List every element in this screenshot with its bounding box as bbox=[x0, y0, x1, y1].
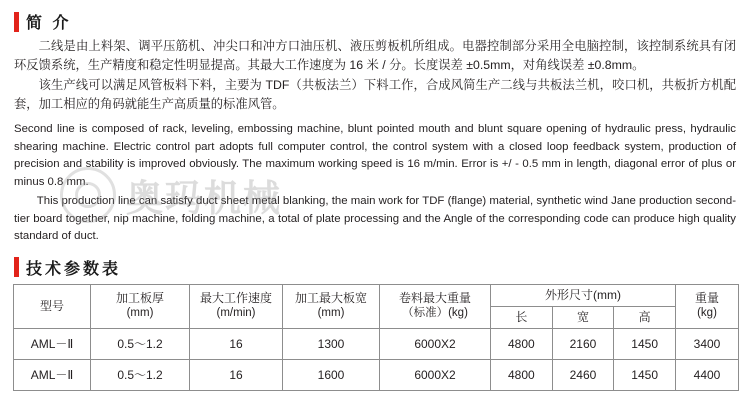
intro-heading bbox=[14, 10, 738, 33]
header-weight-sub: (kg) bbox=[697, 307, 717, 319]
cell-speed: 16 bbox=[190, 328, 283, 359]
header-sheet-width-main: 加工最大板宽 bbox=[294, 291, 367, 305]
header-sheet-width-sub: (mm) bbox=[317, 307, 345, 319]
cell-width: 2460 bbox=[552, 359, 614, 390]
header-thickness bbox=[91, 284, 190, 328]
cell-coil-weight: 6000X2 bbox=[380, 359, 491, 390]
header-weight bbox=[676, 284, 739, 328]
header-dimension-group: 外形尺寸(mm) bbox=[491, 284, 676, 306]
table-header-row-1 bbox=[14, 284, 739, 306]
cell-thickness: 0.5～1.2 bbox=[91, 328, 190, 359]
header-thickness-main: 加工板厚 bbox=[115, 291, 164, 305]
table-row bbox=[14, 328, 739, 359]
header-coil-weight-sub: （标准）(kg) bbox=[402, 307, 468, 319]
header-coil-weight bbox=[380, 284, 491, 328]
cell-thickness: 0.5～1.2 bbox=[91, 359, 190, 390]
cell-coil-weight: 6000X2 bbox=[380, 328, 491, 359]
header-sheet-width bbox=[283, 284, 380, 328]
header-speed bbox=[190, 284, 283, 328]
cell-model: AML－Ⅱ bbox=[14, 328, 91, 359]
cell-sheet-width: 1300 bbox=[283, 328, 380, 359]
header-speed-sub: (m/min) bbox=[216, 307, 256, 319]
watermark-text: 奥玛机械 bbox=[126, 177, 282, 220]
intro-paragraph-cn-2: 该生产线可以满足风管板料下料，主要为 TDF（共板法兰）下料工作，合成风简生产二线与共板法兰机，咬口机，共板折方机配套，加工相应的角码就能生产高质量的标准风管。 bbox=[14, 78, 736, 111]
cell-length: 4800 bbox=[491, 328, 553, 359]
cell-height: 1450 bbox=[614, 359, 676, 390]
header-width: 宽 bbox=[552, 306, 614, 328]
header-model: 型号 bbox=[14, 284, 91, 328]
cell-height: 1450 bbox=[614, 328, 676, 359]
header-thickness-sub: (mm) bbox=[126, 307, 154, 319]
cell-sheet-width: 1600 bbox=[283, 359, 380, 390]
red-accent-bar-2 bbox=[14, 257, 19, 277]
intro-english-block bbox=[12, 121, 738, 246]
header-coil-weight-main: 卷料最大重量 bbox=[398, 291, 471, 305]
header-length: 长 bbox=[491, 306, 553, 328]
cell-model: AML－Ⅱ bbox=[14, 359, 91, 390]
cell-speed: 16 bbox=[190, 359, 283, 390]
cell-length: 4800 bbox=[491, 359, 553, 390]
cell-weight: 3400 bbox=[676, 328, 739, 359]
table-row bbox=[14, 359, 739, 390]
header-speed-main: 最大工作速度 bbox=[199, 291, 272, 305]
red-accent-bar bbox=[14, 12, 19, 32]
spec-table-body bbox=[14, 328, 739, 390]
header-height: 高 bbox=[614, 306, 676, 328]
spec-title: 技术参数表 bbox=[26, 260, 122, 278]
spec-heading bbox=[14, 256, 738, 279]
intro-paragraph-cn-1: 二线是由上料架、调平压筋机、冲尖口和冲方口油压机、液压剪板机所组成。电器控制部分采用全电脑控制，该控制系统具有闭环反馈系统，生产精度和稳定性明显提高。其最大工作速度为 16 米 / 分。长度误差 ±0.5mm，对角线误差 ±0.8mm。 bbox=[14, 39, 736, 72]
intro-paragraph-en-1: Second line is composed of rack, leveling, embossing machine, blunt pointed mouth and blunt square opening of hydraulic press, hydraulic shearing machine. Electric control part adopts full computer control, the control system with a closed loop feedback system, production of precision and stability is improved obviously. The maximum working speed is 16 m/min. Error is +/ - 0.5 mm in length, diagonal error of plus or minus 0.8 mm. bbox=[14, 123, 736, 188]
intro-paragraph-en-2: This production line can satisfy duct sheet metal blanking, the main work for TDF (flange) material, synthetic wind Jane production second-tier board together, nip machine, folding machine, a total of plate processing and the Angle of the corresponding code can produce high quality standard of duct. bbox=[14, 195, 736, 242]
spec-table bbox=[13, 284, 739, 391]
spec-table-head bbox=[14, 284, 739, 328]
cell-width: 2160 bbox=[552, 328, 614, 359]
intro-title: 简 介 bbox=[26, 15, 72, 32]
cell-weight: 4400 bbox=[676, 359, 739, 390]
header-weight-main: 重量 bbox=[694, 291, 719, 305]
